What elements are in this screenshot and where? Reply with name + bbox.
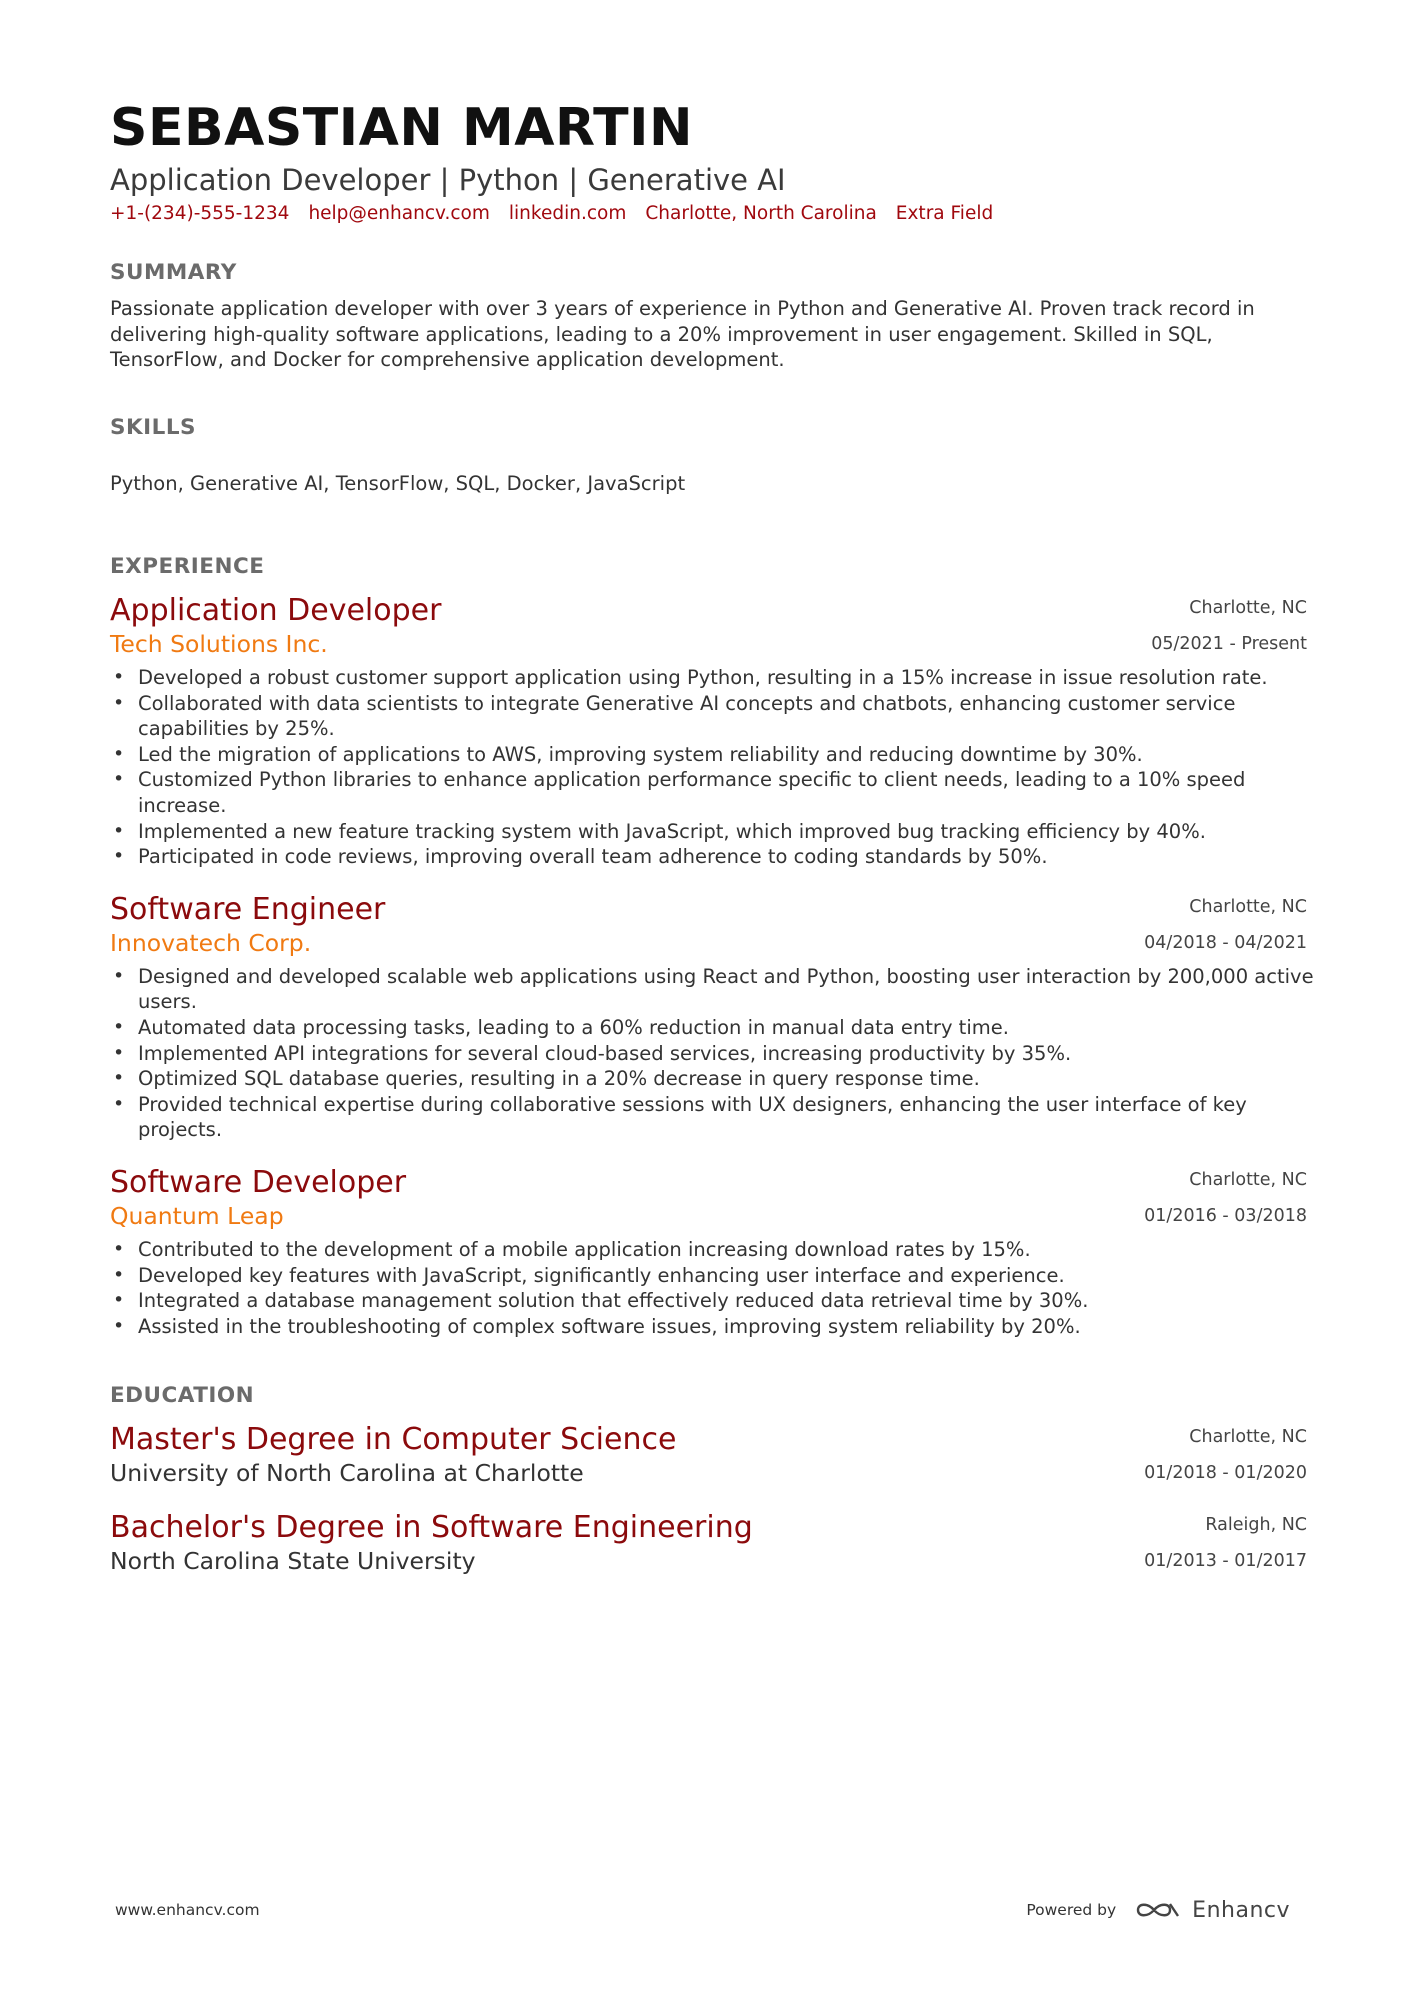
job-dates: 01/2016 - 03/2018: [1144, 1205, 1307, 1226]
education-entry: [110, 1421, 1307, 1488]
brand-name: Enhancv: [1192, 1897, 1290, 1923]
list-item: • Implemented a new feature tracking system with JavaScript, which improved bug tracking efficiency by 40%.: [110, 819, 1320, 845]
candidate-headline: Application Developer | Python | Generative AI: [110, 163, 786, 197]
contact-email[interactable]: help@enhancv.com: [308, 203, 490, 224]
section-title-education: EDUCATION: [110, 1383, 255, 1409]
summary-section: [110, 258, 1307, 373]
summary-text: Passionate application developer with over 3 years of experience in Python and Generative AI. Proven track record in delivering high-quality software applications, leading to a 20% improvement in user engagement. Skilled in SQL, TensorFlow, and Docker for comprehensive application development.: [110, 297, 1255, 371]
job-title: Application Developer: [110, 593, 442, 628]
list-item: • Provided technical expertise during collaborative sessions with UX designers, enhancing the user interface of key projects.: [110, 1092, 1320, 1143]
degree-title: Master's Degree in Computer Science: [110, 1422, 677, 1458]
list-item: • Automated data processing tasks, leading to a 60% reduction in manual data entry time.: [110, 1015, 1320, 1041]
bullet-list: [110, 1237, 1307, 1339]
powered-by-label: Powered by: [1026, 1901, 1117, 1919]
entry-meta: [1144, 1164, 1307, 1229]
enhancv-logo-icon: [1134, 1898, 1182, 1922]
footer-website-link[interactable]: www.enhancv.com: [115, 1901, 260, 1919]
education-section: [110, 1381, 1307, 1576]
brand-logo[interactable]: [1134, 1898, 1290, 1923]
list-item: • Led the migration of applications to AWS, improving system reliability and reducing downtime by 30%.: [110, 742, 1320, 768]
list-item: • Participated in code reviews, improving overall team adherence to coding standards by 50%.: [110, 844, 1320, 870]
job-title: Software Developer: [110, 1164, 407, 1200]
section-title-skills: SKILLS: [110, 414, 197, 440]
experience-entry: [110, 891, 1314, 1143]
school-dates: 01/2013 - 01/2017: [1144, 1551, 1307, 1572]
job-location: Charlotte, NC: [1189, 896, 1307, 917]
list-item: • Customized Python libraries to enhance application performance specific to client needs, leading to a 10% speed increase.: [110, 767, 1320, 818]
list-item: • Integrated a database management solution that effectively reduced data retrieval time by 30%.: [110, 1288, 1320, 1314]
experience-section: [110, 552, 1314, 1339]
company-name: Innovatech Corp.: [110, 928, 312, 957]
skills-text: Python, Generative AI, TensorFlow, SQL, Docker, JavaScript: [110, 471, 686, 495]
page-footer: [115, 1890, 1290, 1930]
list-item: • Developed a robust customer support application using Python, resulting in a 15% increase in issue resolution rate.: [110, 665, 1320, 691]
school-dates: 01/2018 - 01/2020: [1144, 1463, 1307, 1484]
skills-section: [110, 413, 1307, 497]
entry-meta: [1144, 891, 1307, 956]
experience-entry: [110, 1164, 1307, 1339]
contact-location: Charlotte, North Carolina: [645, 203, 877, 224]
experience-entry: [110, 592, 1307, 870]
resume-header: [110, 96, 1307, 228]
list-item: • Implemented API integrations for several cloud-based services, increasing productivity by 35%.: [110, 1041, 1320, 1067]
degree-title: Bachelor's Degree in Software Engineering: [110, 1510, 753, 1546]
contact-extra: Extra Field: [895, 203, 994, 224]
school-name: University of North Carolina at Charlotte: [110, 1459, 584, 1488]
list-item: • Developed key features with JavaScript, significantly enhancing user interface and experience.: [110, 1263, 1320, 1289]
section-title-summary: SUMMARY: [110, 260, 237, 285]
job-location: Charlotte, NC: [1189, 598, 1307, 618]
school-location: Raleigh, NC: [1205, 1515, 1307, 1536]
education-entry: [110, 1509, 1307, 1576]
bullet-list: [110, 964, 1314, 1143]
candidate-name: SEBASTIAN MARTIN: [110, 98, 694, 158]
entry-meta: [1151, 592, 1307, 657]
job-title: Software Engineer: [110, 891, 386, 927]
contact-row: [110, 200, 1307, 228]
entry-meta: [1144, 1509, 1307, 1574]
school-location: Charlotte, NC: [1189, 1427, 1307, 1448]
resume-page: [110, 96, 1314, 1576]
powered-by: [1026, 1898, 1290, 1923]
list-item: • Assisted in the troubleshooting of complex software issues, improving system reliability by 20%.: [110, 1314, 1320, 1340]
list-item: • Optimized SQL database queries, resulting in a 20% decrease in query response time.: [110, 1066, 1320, 1092]
list-item: • Collaborated with data scientists to integrate Generative AI concepts and chatbots, enhancing customer service capabilities by 25%.: [110, 691, 1320, 742]
entry-meta: [1144, 1421, 1307, 1486]
list-item: • Designed and developed scalable web applications using React and Python, boosting user interaction by 200,000 active users.: [110, 964, 1320, 1015]
job-dates: 05/2021 - Present: [1151, 634, 1307, 654]
job-dates: 04/2018 - 04/2021: [1144, 932, 1307, 953]
bullet-list: [110, 665, 1307, 870]
contact-phone[interactable]: +1-(234)-555-1234: [110, 203, 290, 224]
school-name: North Carolina State University: [110, 1547, 476, 1576]
job-location: Charlotte, NC: [1189, 1169, 1307, 1190]
section-title-experience: EXPERIENCE: [110, 554, 265, 579]
list-item: • Contributed to the development of a mobile application increasing download rates by 15%.: [110, 1237, 1320, 1263]
contact-linkedin[interactable]: linkedin.com: [508, 203, 627, 224]
company-name: Tech Solutions Inc.: [110, 630, 328, 658]
company-name: Quantum Leap: [110, 1201, 284, 1230]
